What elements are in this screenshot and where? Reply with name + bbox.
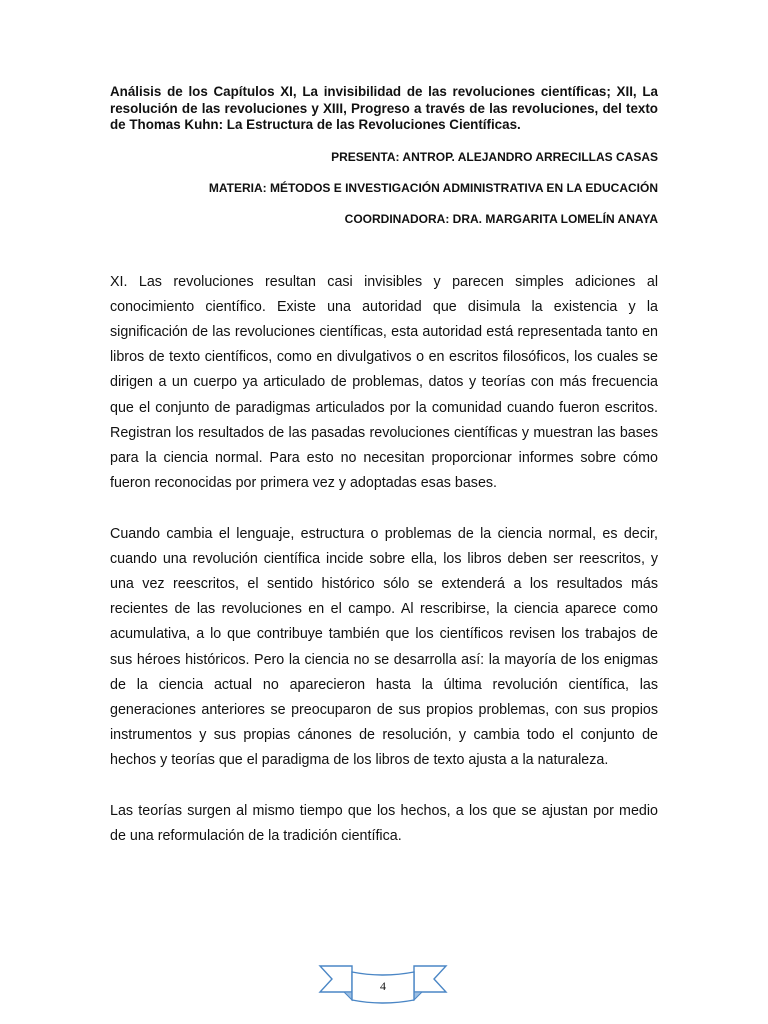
coordinator-line: COORDINADORA: DRA. MARGARITA LOMELÍN ANAYA: [344, 211, 658, 226]
paragraph-2: Cuando cambia el lenguaje, estructura o problemas de la ciencia normal, es decir, cuando una revolución científica incide sobre ella, los libros deben ser reescritos, y una vez reescritos, el sentido histórico sólo se extenderá a los resultados más recientes de las revoluciones en el campo. Al rescribirse, la ciencia aparece como acumulativa, a lo que contribuye también que los científicos revisen los trabajos de sus héroes históricos. Pero la ciencia no se desarrolla así: la mayoría de los enigmas de la ciencia actual no aparecieron hasta la última revolución científica, las generaciones anteriores se preocuparon de sus propios problemas, con sus propios instrumentos y sus propias cánones de resolución, y cambia todo el conjunto de hechos y teorías que el paradigma de los libros de texto ajusta a la naturaleza.: [110, 525, 658, 769]
document-title: Análisis de los Capítulos XI, La invisibilidad de las revoluciones científicas; XII, La resolución de las revoluciones y XIII, Progreso a través de las revoluciones, del texto de Thomas Kuhn: La Estructura de las Revoluciones Científicas.: [110, 84, 658, 132]
subject-line: MATERIA: MÉTODOS E INVESTIGACIÓN ADMINISTRATIVA EN LA EDUCACIÓN: [208, 180, 658, 195]
paragraph-1: XI. Las revoluciones resultan casi invisibles y parecen simples adiciones al conocimiento científico. Existe una autoridad que disimula la existencia y la significación de las revoluciones científicas, esta autoridad está representada tanto en libros de texto científicos, como en divulgativos o en escritos filosóficos, los cuales se dirigen a un cuerpo ya articulado de problemas, datos y teorías con más frecuencia que el conjunto de paradigmas articulados por la comunidad cuando fueron escritos. Registran los resultados de las pasadas revoluciones científicas y muestran las bases para la ciencia normal. Para esto no necesitan proporcionar informes sobre cómo fueron reconocidas por primera vez y adoptadas esas bases.: [110, 273, 658, 492]
document-body: [110, 270, 658, 850]
page-number: 4: [380, 978, 386, 993]
page-number-ribbon: [318, 962, 448, 1012]
author-line: PRESENTA: ANTROP. ALEJANDRO ARRECILLAS CASAS: [331, 149, 658, 164]
paragraph-3: Las teorías surgen al mismo tiempo que los hechos, a los que se ajustan por medio de una reformulación de la tradición científica.: [110, 802, 658, 844]
document-page: [110, 84, 658, 874]
